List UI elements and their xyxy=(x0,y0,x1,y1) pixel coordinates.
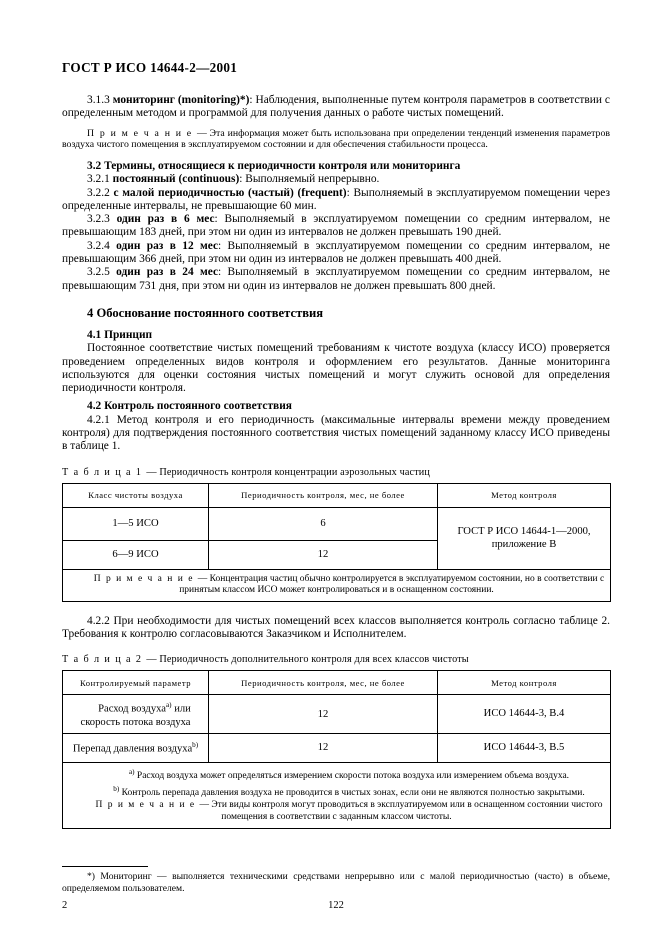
spacer xyxy=(62,602,610,615)
table-2-r1-param xyxy=(63,695,209,734)
table-2-note-label: П р и м е ч а н и е xyxy=(95,800,200,811)
table-1-note xyxy=(63,569,611,601)
clause-4-1-body: Постоянное соответствие чистых помещений требованиям к чистоте воздуха (классу ИСО) проверяется проведением определенных видов контроля и оформлением его результатов. Данные мониторинга используются для оценки состояния чистых помещений и могут служить основой для определения периодичности контроля. xyxy=(62,342,610,395)
table-2 xyxy=(62,670,611,828)
table-2-header-param: Контролируемый параметр xyxy=(63,671,209,695)
note-3-1-3 xyxy=(62,128,610,151)
footnote-b-text: Контроль перепада давления воздуха не проводится в чистых зонах, если они не являются полностью закрытыми. xyxy=(119,787,585,798)
table-2-r2-period: 12 xyxy=(209,733,438,762)
note-label: П р и м е ч а н и е xyxy=(87,127,197,139)
clause-3-2-5-body: : Выполняемый в эксплуатируемом помещении со средним интервалом, не превышающим 731 дня, при этом ни один из интервалов не должен превышать 800 дней. xyxy=(62,266,610,292)
clause-3-2-4 xyxy=(62,240,610,267)
heading-section-4: 4 Обоснование постоянного соответствия xyxy=(87,305,324,320)
table-2-footnote-a xyxy=(68,767,605,783)
heading-3-2: 3.2 Термины, относящиеся к периодичности контроля или мониторинга xyxy=(87,160,461,172)
clause-3-1-3-number: 3.1.3 xyxy=(87,94,113,106)
clause-3-2-2-number: 3.2.2 xyxy=(87,186,114,199)
clause-4-2-1-number: 4.2.1 xyxy=(87,413,117,426)
clause-3-2-2 xyxy=(62,187,610,214)
page-footnote xyxy=(62,871,610,894)
clause-3-1-3-body: : Наблюдения, выполненные путем контроля параметров в соответствии с определенным методом и программой для получения данных о работе чистых помещений. xyxy=(62,94,610,120)
clause-3-1-3 xyxy=(62,94,610,121)
table-1-r2-class: 6—9 ИСО xyxy=(63,540,209,569)
table-1-note-row xyxy=(63,569,611,601)
clause-3-2-3-body: : Выполняемый в эксплуатируемом помещении со средним интервалом, не превышающим 183 дней, при этом ни один из интервалов не должен превышать 190 дней. xyxy=(62,213,611,239)
table-1-r2-period: 12 xyxy=(209,540,438,569)
table-2-footnote-b xyxy=(68,784,605,800)
clause-3-2-5-term: один раз в 24 мес xyxy=(116,266,219,279)
clause-3-2-4-number: 3.2.4 xyxy=(87,239,117,252)
clause-3-2-1 xyxy=(62,173,610,186)
table-row xyxy=(63,695,611,734)
heading-4-2: 4.2 Контроль постоянного соответствия xyxy=(87,400,292,413)
table-2-header-period: Периодичность контроля, мес, не более xyxy=(209,671,438,695)
clause-3-2-3 xyxy=(62,213,610,240)
page-number-left: 2 xyxy=(62,900,68,911)
table-1 xyxy=(62,483,611,602)
heading-4-1: 4.1 Принцип xyxy=(87,328,153,341)
table-2-note-text: — Эти виды контроля могут проводиться в эксплуатируемом или в оснащенном состоянии чистого помещения в соответствии с заданным классом чистоты. xyxy=(199,800,603,823)
clause-4-2-1 xyxy=(62,414,610,454)
page-footnote-text: Мониторинг — выполняется техническими средствами непрерывно или с малой периодичностью (часто) в объеме, определяемом пользователем. xyxy=(62,871,611,894)
clause-3-2-3-number: 3.2.3 xyxy=(87,213,117,226)
table-1-caption xyxy=(62,467,610,478)
clause-3-2-1-body: : Выполняемый непрерывно. xyxy=(239,173,380,186)
clause-3-2-2-body: : Выполняемый в эксплуатируемом помещении через определенные интервалы, не превышающие 60 мин. xyxy=(62,186,610,212)
footnote-marker-b: b) xyxy=(192,741,199,750)
clause-4-2-1-body: Метод контроля и его периодичность (максимальные интервалы времени между проведением контроля) для подтверждения постоянного соответствия чистых помещений заданному классу ИСО приведены в таблице 1. xyxy=(62,413,610,453)
table-1-header-period: Периодичность контроля, мес, не более xyxy=(209,483,438,507)
table-1-caption-label: Т а б л и ц а 1 xyxy=(62,466,147,478)
table-1-header-row xyxy=(63,483,611,507)
note-3-1-3-text: — Эта информация может быть использована при определении тенденций изменения параметров воздуха чистого помещения в эксплуатируемом состоянии и для обеспечения стабильности процесса. xyxy=(62,127,610,151)
table-1-note-label: П р и м е ч а н и е xyxy=(93,573,198,584)
table-2-note xyxy=(68,800,605,823)
clause-3-2-4-term: один раз в 12 мес xyxy=(116,239,219,252)
table-2-r1-param-rest: или скорость потока воздуха xyxy=(80,703,191,728)
table-2-r1-method: ИСО 14644-3, В.4 xyxy=(438,695,611,734)
footnote-a-marker: a) xyxy=(128,767,135,776)
table-1-header-class: Класс чистоты воздуха xyxy=(63,483,209,507)
clause-3-2-1-number: 3.2.1 xyxy=(87,173,113,186)
table-2-caption xyxy=(62,654,610,665)
footnote-marker-a: a) xyxy=(165,701,172,710)
clause-3-2-1-term: постоянный (continuous) xyxy=(112,173,240,186)
footnote-a-text: Расход воздуха может определяться измерением скорости потока воздуха или измерением объема воздуха. xyxy=(134,771,570,782)
clause-3-2-5-number: 3.2.5 xyxy=(87,266,117,279)
page-number-center: 122 xyxy=(328,900,344,911)
table-2-caption-text: — Периодичность дополнительного контроля для всех классов чистоты xyxy=(146,654,469,666)
clause-4-2-2-body: При необходимости для чистых помещений всех классов выполняется контроль согласно таблице 2. Требования к контролю согласовываются Заказчиком и Исполнителем. xyxy=(62,614,610,641)
table-1-r1-period: 6 xyxy=(209,507,438,540)
table-1-header-method: Метод контроля xyxy=(438,483,611,507)
table-2-r1-period: 12 xyxy=(209,695,438,734)
table-2-footnotes xyxy=(63,762,611,828)
table-2-header-row xyxy=(63,671,611,695)
table-2-r1-param-text: Расход воздуха xyxy=(98,703,166,715)
table-2-header-method: Метод контроля xyxy=(438,671,611,695)
table-2-r2-param xyxy=(63,733,209,762)
table-row xyxy=(63,507,611,540)
page-footnote-area xyxy=(62,866,610,894)
clause-3-1-3-term: мониторинг (monitoring)*) xyxy=(112,94,250,106)
clause-3-2-5 xyxy=(62,266,610,293)
table-2-caption-label: Т а б л и ц а 2 xyxy=(62,654,147,666)
footnote-b-marker: b) xyxy=(113,784,120,793)
table-1-caption-text: — Периодичность контроля концентрации аэрозольных частиц xyxy=(146,466,431,478)
page-footnote-marker: *) xyxy=(87,871,101,882)
document-standard-header: ГОСТ Р ИСО 14644-2—2001 xyxy=(62,60,238,75)
clause-4-2-2 xyxy=(62,615,610,642)
table-1-note-text: — Концентрация частиц обычно контролируется в эксплуатируемом состоянии, но в соответствии с принятым классом ИСО может контролироваться и в оснащенном состоянии. xyxy=(179,573,605,596)
clause-3-2-4-body: : Выполняемый в эксплуатируемом помещении со средним интервалом, не превышающим 366 дней, при этом ни один из интервалов не должен превышать 400 дней. xyxy=(62,239,610,266)
table-2-r2-param-text: Перепад давления воздуха xyxy=(72,743,193,755)
table-row xyxy=(63,733,611,762)
clause-4-2-2-number: 4.2.2 xyxy=(87,614,114,627)
clause-3-2-2-term: с малой периодичностью (частый) (frequent) xyxy=(113,186,347,199)
table-2-r2-method: ИСО 14644-3, В.5 xyxy=(438,733,611,762)
clause-3-2-3-term: один раз в 6 мес xyxy=(116,213,215,226)
table-1-method: ГОСТ Р ИСО 14644-1—2000, приложение В xyxy=(438,507,611,569)
page-footer xyxy=(62,900,610,916)
page-content xyxy=(62,60,610,829)
table-2-footnote-row xyxy=(63,762,611,828)
table-1-r1-class: 1—5 ИСО xyxy=(63,507,209,540)
footnote-separator-rule xyxy=(62,866,148,867)
